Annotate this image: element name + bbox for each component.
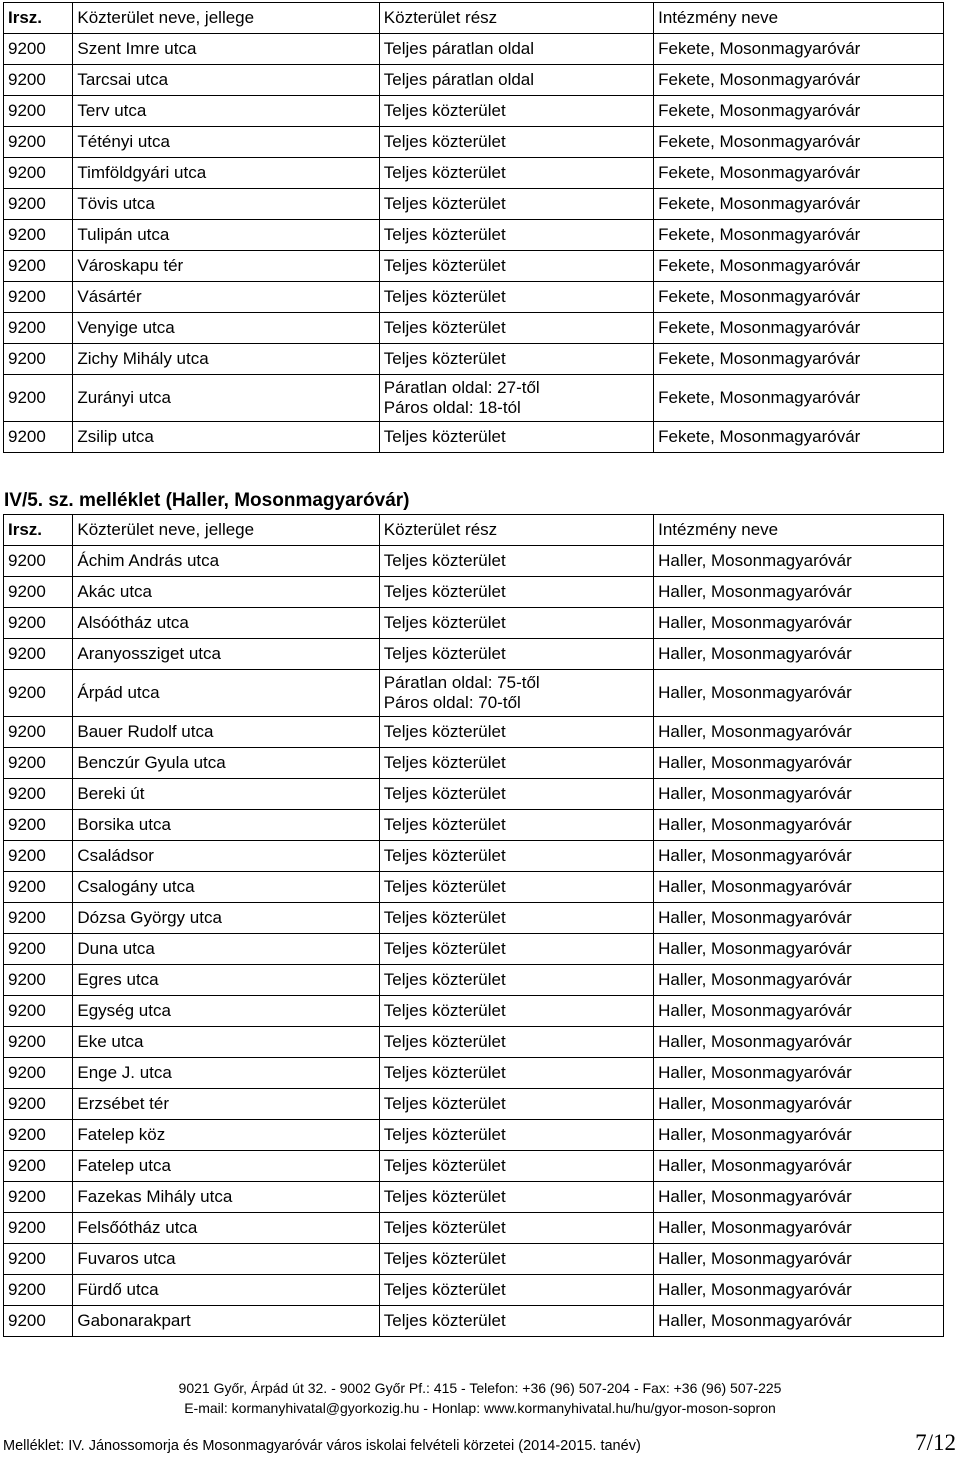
- table-row: [4, 189, 944, 220]
- cell-street: Fatelep köz: [73, 1120, 379, 1151]
- cell-part: Teljes közterület: [379, 1306, 653, 1337]
- cell-zip: 9200: [4, 1027, 73, 1058]
- cell-zip: 9200: [4, 872, 73, 903]
- cell-zip: 9200: [4, 1275, 73, 1306]
- cell-street: Zurányi utca: [73, 375, 379, 422]
- cell-institution: Haller, Mosonmagyaróvár: [654, 1244, 944, 1275]
- cell-zip: 9200: [4, 220, 73, 251]
- cell-part: Teljes közterület: [379, 748, 653, 779]
- cell-zip: 9200: [4, 1120, 73, 1151]
- table-row: [4, 577, 944, 608]
- cell-institution: Haller, Mosonmagyaróvár: [654, 965, 944, 996]
- cell-part-line-1: Páratlan oldal: 27-től: [383, 378, 540, 397]
- cell-zip: 9200: [4, 546, 73, 577]
- cell-street: Borsika utca: [73, 810, 379, 841]
- cell-zip: 9200: [4, 996, 73, 1027]
- cell-institution: Haller, Mosonmagyaróvár: [654, 779, 944, 810]
- table-row: [4, 1306, 944, 1337]
- cell-institution: Fekete, Mosonmagyaróvár: [654, 65, 944, 96]
- table-row: [4, 779, 944, 810]
- cell-street: Egység utca: [73, 996, 379, 1027]
- cell-zip: 9200: [4, 313, 73, 344]
- cell-institution: Haller, Mosonmagyaróvár: [654, 1089, 944, 1120]
- cell-part: Teljes közterület: [379, 251, 653, 282]
- cell-street: Gabonarakpart: [73, 1306, 379, 1337]
- cell-institution: Haller, Mosonmagyaróvár: [654, 608, 944, 639]
- cell-zip: 9200: [4, 748, 73, 779]
- cell-zip: 9200: [4, 1058, 73, 1089]
- table-row: [4, 965, 944, 996]
- cell-zip: 9200: [4, 841, 73, 872]
- table-row: [4, 903, 944, 934]
- footer-address: 9021 Győr, Árpád út 32. - 9002 Győr Pf.: 415 - Telefon: +36 (96) 507-204 - Fax: +36 (96) 507-225: [178, 1380, 782, 1396]
- cell-zip: 9200: [4, 34, 73, 65]
- cell-zip: 9200: [4, 344, 73, 375]
- cell-institution: Fekete, Mosonmagyaróvár: [654, 313, 944, 344]
- cell-part: [379, 375, 653, 422]
- cell-street: Szent Imre utca: [73, 34, 379, 65]
- cell-zip: 9200: [4, 65, 73, 96]
- cell-institution: Haller, Mosonmagyaróvár: [654, 546, 944, 577]
- cell-institution: Haller, Mosonmagyaróvár: [654, 1213, 944, 1244]
- table-row: [4, 608, 944, 639]
- cell-zip: 9200: [4, 158, 73, 189]
- cell-part: Teljes közterület: [379, 810, 653, 841]
- cell-part: Teljes közterület: [379, 577, 653, 608]
- cell-institution: Fekete, Mosonmagyaróvár: [654, 422, 944, 453]
- table-row: [4, 96, 944, 127]
- cell-zip: 9200: [4, 251, 73, 282]
- cell-street: Áchim András utca: [73, 546, 379, 577]
- cell-part: Teljes közterület: [379, 608, 653, 639]
- table-row: [4, 1120, 944, 1151]
- cell-zip: 9200: [4, 96, 73, 127]
- cell-institution: Fekete, Mosonmagyaróvár: [654, 34, 944, 65]
- table-row: [4, 313, 944, 344]
- cell-part: Teljes páratlan oldal: [379, 34, 653, 65]
- table-row: [4, 65, 944, 96]
- cell-street: Tulipán utca: [73, 220, 379, 251]
- cell-institution: Haller, Mosonmagyaróvár: [654, 717, 944, 748]
- cell-part: Teljes közterület: [379, 96, 653, 127]
- table-row: [4, 282, 944, 313]
- cell-institution: Haller, Mosonmagyaróvár: [654, 841, 944, 872]
- cell-part: Teljes közterület: [379, 127, 653, 158]
- cell-part: Teljes közterület: [379, 1213, 653, 1244]
- cell-zip: 9200: [4, 1182, 73, 1213]
- header-part: Közterület rész: [379, 515, 653, 546]
- cell-zip: 9200: [4, 422, 73, 453]
- table-row: [4, 670, 944, 717]
- cell-part: Teljes közterület: [379, 282, 653, 313]
- page-number: 7/12: [915, 1430, 956, 1455]
- table-row: [4, 810, 944, 841]
- cell-institution: Fekete, Mosonmagyaróvár: [654, 344, 944, 375]
- cell-street: Terv utca: [73, 96, 379, 127]
- table-row: [4, 934, 944, 965]
- cell-street: Zichy Mihály utca: [73, 344, 379, 375]
- cell-zip: 9200: [4, 639, 73, 670]
- table-row: [4, 717, 944, 748]
- table-row: [4, 375, 944, 422]
- cell-institution: Haller, Mosonmagyaróvár: [654, 1058, 944, 1089]
- cell-street: Bauer Rudolf utca: [73, 717, 379, 748]
- cell-part: Teljes közterület: [379, 1182, 653, 1213]
- cell-street: Bereki út: [73, 779, 379, 810]
- cell-part: Teljes páratlan oldal: [379, 65, 653, 96]
- cell-street: Egres utca: [73, 965, 379, 996]
- cell-institution: Fekete, Mosonmagyaróvár: [654, 282, 944, 313]
- cell-part: Teljes közterület: [379, 422, 653, 453]
- section-title: IV/5. sz. melléklet (Haller, Mosonmagyaróvár): [4, 490, 410, 511]
- cell-part: Teljes közterület: [379, 1244, 653, 1275]
- table-row: [4, 748, 944, 779]
- table-row: [4, 546, 944, 577]
- cell-street: Venyige utca: [73, 313, 379, 344]
- cell-street: Duna utca: [73, 934, 379, 965]
- header-zip: Irsz.: [4, 515, 73, 546]
- cell-part: Teljes közterület: [379, 344, 653, 375]
- table-row: [4, 251, 944, 282]
- table-row: [4, 1275, 944, 1306]
- table-row: [4, 872, 944, 903]
- cell-street: Tétényi utca: [73, 127, 379, 158]
- cell-institution: Fekete, Mosonmagyaróvár: [654, 158, 944, 189]
- table-row: [4, 127, 944, 158]
- footer-contact: E-mail: kormanyhivatal@gyorkozig.hu - Honlap: www.kormanyhivatal.hu/hu/gyor-moson-sopron: [184, 1400, 776, 1416]
- cell-institution: Fekete, Mosonmagyaróvár: [654, 251, 944, 282]
- cell-institution: Haller, Mosonmagyaróvár: [654, 1120, 944, 1151]
- header-street: Közterület neve, jellege: [73, 515, 379, 546]
- cell-street: Fuvaros utca: [73, 1244, 379, 1275]
- cell-part-line-1: Páratlan oldal: 75-től: [383, 673, 540, 692]
- cell-institution: Haller, Mosonmagyaróvár: [654, 577, 944, 608]
- table-row: [4, 344, 944, 375]
- cell-part: Teljes közterület: [379, 717, 653, 748]
- table-row: [4, 1089, 944, 1120]
- table-row: [4, 1151, 944, 1182]
- cell-institution: Haller, Mosonmagyaróvár: [654, 810, 944, 841]
- cell-zip: 9200: [4, 779, 73, 810]
- cell-zip: 9200: [4, 903, 73, 934]
- table-header-row: [4, 515, 944, 546]
- table-header-row: [4, 3, 944, 34]
- cell-institution: Haller, Mosonmagyaróvár: [654, 903, 944, 934]
- cell-institution: Haller, Mosonmagyaróvár: [654, 748, 944, 779]
- cell-street: Vásártér: [73, 282, 379, 313]
- cell-zip: 9200: [4, 282, 73, 313]
- cell-street: Alsóótház utca: [73, 608, 379, 639]
- cell-institution: Fekete, Mosonmagyaróvár: [654, 220, 944, 251]
- table-row: [4, 1182, 944, 1213]
- cell-part: Teljes közterület: [379, 220, 653, 251]
- cell-part: Teljes közterület: [379, 1089, 653, 1120]
- cell-street: Eke utca: [73, 1027, 379, 1058]
- cell-zip: 9200: [4, 717, 73, 748]
- cell-institution: Haller, Mosonmagyaróvár: [654, 934, 944, 965]
- cell-institution: Haller, Mosonmagyaróvár: [654, 670, 944, 717]
- cell-part: Teljes közterület: [379, 841, 653, 872]
- cell-part-line-2: Páros oldal: 70-től: [383, 693, 521, 712]
- cell-zip: 9200: [4, 127, 73, 158]
- district-table-haller: [3, 514, 944, 1337]
- cell-institution: Haller, Mosonmagyaróvár: [654, 996, 944, 1027]
- cell-street: Fazekas Mihály utca: [73, 1182, 379, 1213]
- cell-street: Dózsa György utca: [73, 903, 379, 934]
- cell-street: Csalogány utca: [73, 872, 379, 903]
- cell-part: Teljes közterület: [379, 1151, 653, 1182]
- cell-part: [379, 670, 653, 717]
- cell-part: Teljes közterület: [379, 1058, 653, 1089]
- cell-street: Zsilip utca: [73, 422, 379, 453]
- cell-part: Teljes közterület: [379, 189, 653, 220]
- cell-street: Erzsébet tér: [73, 1089, 379, 1120]
- table-row: [4, 422, 944, 453]
- cell-institution: Haller, Mosonmagyaróvár: [654, 639, 944, 670]
- header-part: Közterület rész: [379, 3, 653, 34]
- cell-zip: 9200: [4, 810, 73, 841]
- cell-institution: Fekete, Mosonmagyaróvár: [654, 127, 944, 158]
- header-zip: Irsz.: [4, 3, 73, 34]
- cell-institution: Haller, Mosonmagyaróvár: [654, 1027, 944, 1058]
- cell-part: Teljes közterület: [379, 903, 653, 934]
- cell-part: Teljes közterület: [379, 1275, 653, 1306]
- table-row: [4, 220, 944, 251]
- cell-institution: Haller, Mosonmagyaróvár: [654, 1182, 944, 1213]
- cell-part: Teljes közterület: [379, 1027, 653, 1058]
- cell-part: Teljes közterület: [379, 158, 653, 189]
- cell-part: Teljes közterület: [379, 965, 653, 996]
- cell-zip: 9200: [4, 189, 73, 220]
- cell-street: Fatelep utca: [73, 1151, 379, 1182]
- cell-institution: Haller, Mosonmagyaróvár: [654, 1151, 944, 1182]
- cell-institution: Haller, Mosonmagyaróvár: [654, 1306, 944, 1337]
- footer-note: Melléklet: IV. Jánossomorja és Mosonmagyaróvár város iskolai felvételi körzetei (2014-2015. tanév): [3, 1438, 641, 1454]
- table-row: [4, 1027, 944, 1058]
- cell-zip: 9200: [4, 375, 73, 422]
- cell-institution: Fekete, Mosonmagyaróvár: [654, 189, 944, 220]
- cell-zip: 9200: [4, 670, 73, 717]
- cell-zip: 9200: [4, 1151, 73, 1182]
- cell-institution: Fekete, Mosonmagyaróvár: [654, 96, 944, 127]
- cell-part: Teljes közterület: [379, 1120, 653, 1151]
- cell-part: Teljes közterület: [379, 934, 653, 965]
- table-row: [4, 1058, 944, 1089]
- cell-zip: 9200: [4, 608, 73, 639]
- header-street: Közterület neve, jellege: [73, 3, 379, 34]
- cell-street: Tövis utca: [73, 189, 379, 220]
- header-institution: Intézmény neve: [654, 3, 944, 34]
- cell-part: Teljes közterület: [379, 639, 653, 670]
- header-institution: Intézmény neve: [654, 515, 944, 546]
- cell-part: Teljes közterület: [379, 546, 653, 577]
- cell-institution: Fekete, Mosonmagyaróvár: [654, 375, 944, 422]
- cell-street: Enge J. utca: [73, 1058, 379, 1089]
- cell-street: Árpád utca: [73, 670, 379, 717]
- table-row: [4, 841, 944, 872]
- cell-street: Akác utca: [73, 577, 379, 608]
- cell-zip: 9200: [4, 1244, 73, 1275]
- cell-street: Timföldgyári utca: [73, 158, 379, 189]
- table-row: [4, 1244, 944, 1275]
- cell-street: Aranyossziget utca: [73, 639, 379, 670]
- cell-street: Városkapu tér: [73, 251, 379, 282]
- cell-part: Teljes közterület: [379, 872, 653, 903]
- cell-zip: 9200: [4, 965, 73, 996]
- table-row: [4, 158, 944, 189]
- cell-part: Teljes közterület: [379, 996, 653, 1027]
- cell-zip: 9200: [4, 577, 73, 608]
- cell-street: Tarcsai utca: [73, 65, 379, 96]
- cell-zip: 9200: [4, 934, 73, 965]
- cell-street: Fürdő utca: [73, 1275, 379, 1306]
- cell-street: Családsor: [73, 841, 379, 872]
- cell-part: Teljes közterület: [379, 313, 653, 344]
- table-row: [4, 639, 944, 670]
- table-row: [4, 34, 944, 65]
- table-row: [4, 996, 944, 1027]
- table-row: [4, 1213, 944, 1244]
- cell-zip: 9200: [4, 1306, 73, 1337]
- cell-part: Teljes közterület: [379, 779, 653, 810]
- cell-part-line-2: Páros oldal: 18-tól: [383, 398, 521, 417]
- cell-institution: Haller, Mosonmagyaróvár: [654, 872, 944, 903]
- cell-institution: Haller, Mosonmagyaróvár: [654, 1275, 944, 1306]
- cell-street: Benczúr Gyula utca: [73, 748, 379, 779]
- cell-street: Felsőótház utca: [73, 1213, 379, 1244]
- cell-zip: 9200: [4, 1213, 73, 1244]
- cell-zip: 9200: [4, 1089, 73, 1120]
- district-table-fekete: [3, 2, 944, 453]
